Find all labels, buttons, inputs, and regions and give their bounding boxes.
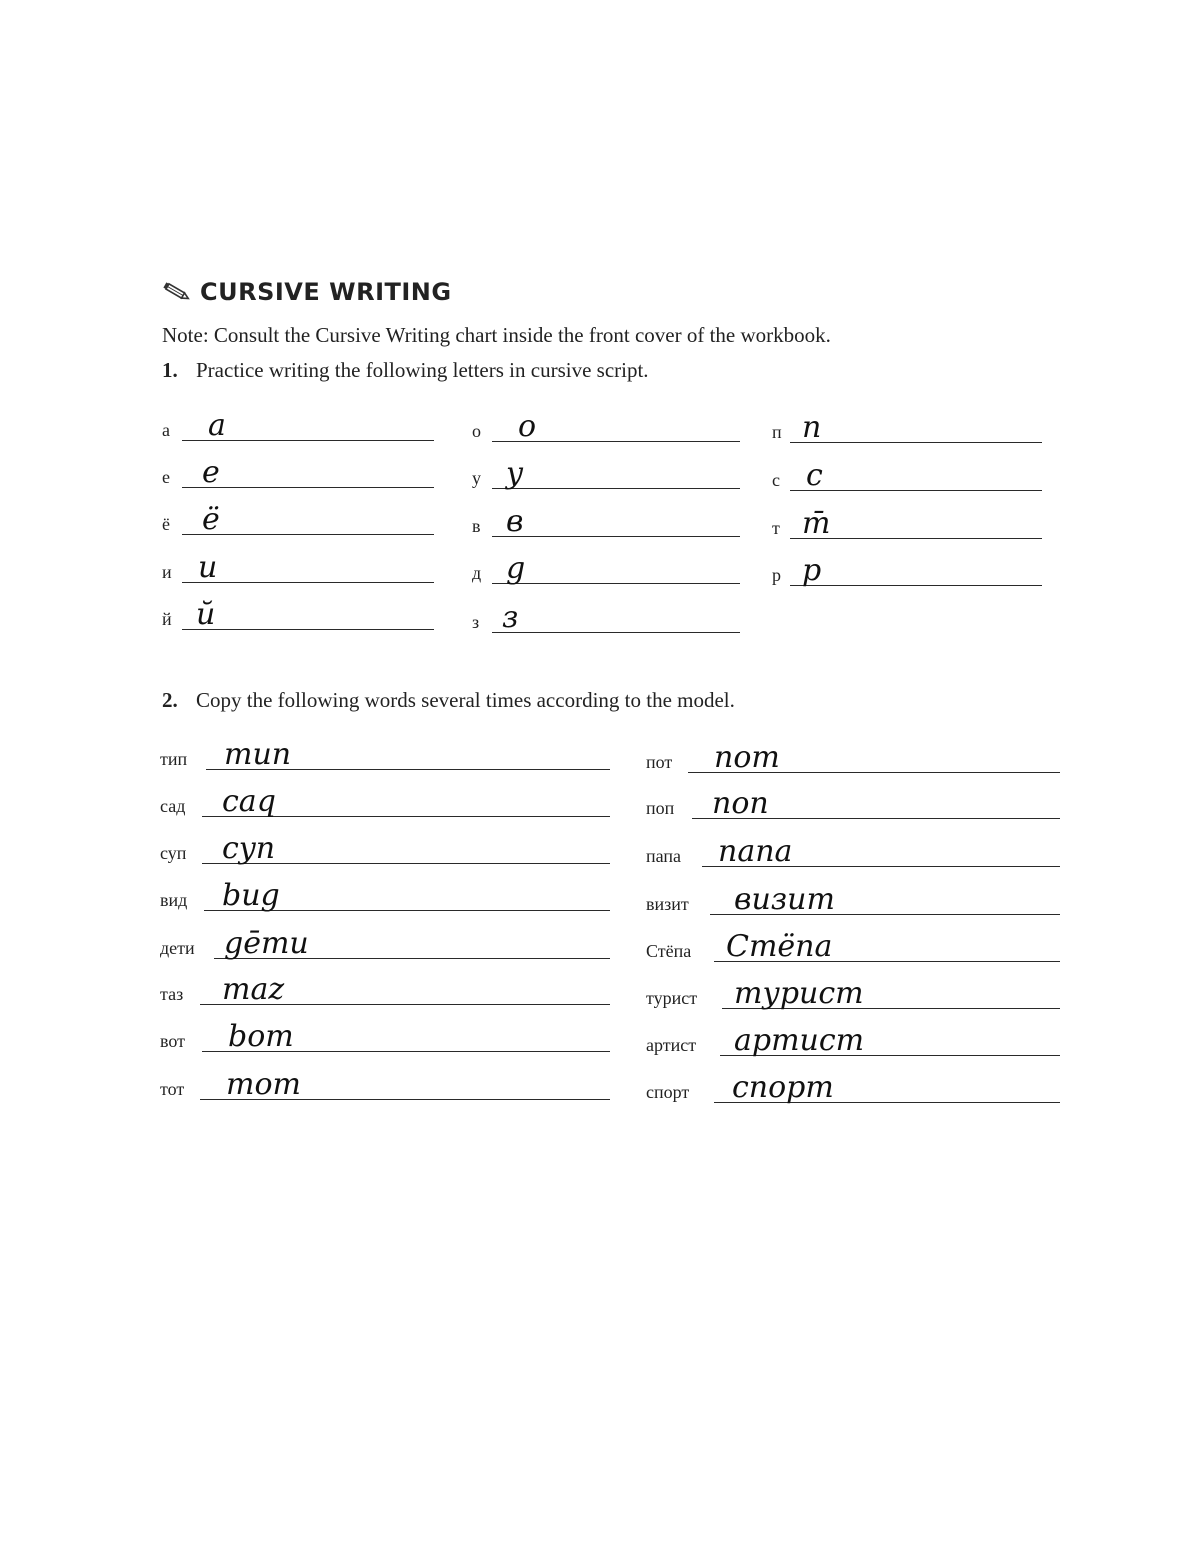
writing-line <box>790 490 1042 491</box>
writing-line <box>492 632 740 633</box>
pencil-icon <box>162 281 192 303</box>
word-label: тот <box>160 1079 185 1099</box>
letter-label: т <box>772 518 780 538</box>
writing-line <box>182 629 434 630</box>
exercise-2-instruction <box>162 688 735 713</box>
word-entry <box>160 732 610 772</box>
word-entry <box>646 781 1060 821</box>
word-label: визит <box>646 894 689 914</box>
cursive-answer: mun <box>224 737 292 772</box>
letter-entry <box>772 548 1042 588</box>
cursive-answer: ё <box>202 502 220 537</box>
word-label: тип <box>160 749 188 769</box>
cursive-answer: nana <box>718 834 793 869</box>
word-entry <box>646 829 1060 869</box>
writing-line <box>492 536 740 537</box>
letter-label: п <box>772 422 782 442</box>
workbook-note: Note: Consult the Cursive Writing chart inside the front cover of the workbook. <box>162 323 831 347</box>
section-heading <box>162 278 452 306</box>
letter-label: з <box>472 612 480 632</box>
letter-label: с <box>772 470 780 490</box>
exercise-1-number: 1. <box>162 358 178 382</box>
cursive-answer: o <box>518 409 537 444</box>
letter-entry <box>472 451 740 491</box>
letter-entry <box>162 497 434 537</box>
cursive-answer: турист <box>734 976 864 1011</box>
word-label: вид <box>160 890 188 910</box>
letter-label: й <box>162 609 172 629</box>
word-label: артист <box>646 1035 697 1055</box>
cursive-answer: p <box>802 553 822 588</box>
cursive-answer: bug <box>222 878 280 913</box>
writing-line <box>492 583 740 584</box>
letter-entry <box>162 450 434 490</box>
word-label: суп <box>160 843 187 863</box>
letter-entry <box>162 403 434 443</box>
letter-entry <box>472 499 740 539</box>
cursive-answer: m̄ <box>802 506 831 541</box>
cursive-answer: maz <box>222 972 285 1007</box>
word-entry <box>160 826 610 866</box>
cursive-answer: c <box>806 458 823 493</box>
cursive-answer: cyn <box>222 831 276 866</box>
word-entry <box>160 873 610 913</box>
cursive-answer: n <box>802 410 822 445</box>
cursive-answer: артист <box>734 1023 865 1058</box>
exercise-2-text: Copy the following words several times according to the model. <box>196 688 735 712</box>
writing-line <box>182 582 434 583</box>
word-label: дети <box>160 938 195 958</box>
cursive-answer: caq <box>222 784 276 819</box>
word-label: спорт <box>646 1082 690 1102</box>
word-entry <box>160 967 610 1007</box>
cursive-answer: e <box>202 455 220 490</box>
letter-entry <box>472 404 740 444</box>
cursive-answer: mom <box>226 1067 301 1102</box>
cursive-answer: u <box>198 550 218 585</box>
letter-entry <box>472 595 740 635</box>
cursive-answer: з <box>502 600 519 635</box>
word-entry <box>646 924 1060 964</box>
word-entry <box>160 921 610 961</box>
cursive-answer: gēmu <box>224 926 309 961</box>
word-label: таз <box>160 984 184 1004</box>
writing-line <box>182 487 434 488</box>
writing-line <box>790 585 1042 586</box>
exercise-1-text: Practice writing the following letters in cursive script. <box>196 358 649 382</box>
letter-label: а <box>162 420 170 440</box>
exercise-2-number: 2. <box>162 688 178 712</box>
word-label: папа <box>646 846 682 866</box>
writing-line <box>790 442 1042 443</box>
letter-label: у <box>472 468 481 488</box>
letter-label: ё <box>162 514 170 534</box>
cursive-answer: bom <box>228 1019 294 1054</box>
cursive-answer: nom <box>714 740 780 775</box>
word-label: пот <box>646 752 673 772</box>
word-entry <box>646 1065 1060 1105</box>
word-entry <box>646 735 1060 775</box>
letter-entry <box>472 546 740 586</box>
letter-entry <box>772 501 1042 541</box>
exercise-1-instruction <box>162 358 649 383</box>
cursive-answer: g <box>506 551 526 586</box>
letter-label: р <box>772 565 781 585</box>
writing-line <box>492 488 740 489</box>
letter-label: в <box>472 516 481 536</box>
letter-entry <box>162 592 434 632</box>
word-entry <box>646 1018 1060 1058</box>
cursive-answer: спорт <box>732 1070 834 1105</box>
word-label: вот <box>160 1031 186 1051</box>
letter-entry <box>772 405 1042 445</box>
cursive-answer: non <box>712 786 769 821</box>
writing-line <box>182 534 434 535</box>
letter-entry <box>162 545 434 585</box>
cursive-answer: Стёпа <box>726 929 833 964</box>
cursive-answer: визит <box>734 882 835 917</box>
letter-label: о <box>472 421 481 441</box>
letter-entry <box>772 453 1042 493</box>
letter-label: и <box>162 562 172 582</box>
word-label: Стёпа <box>646 941 692 961</box>
section-title: CURSIVE WRITING <box>200 278 452 306</box>
word-entry <box>160 779 610 819</box>
word-entry <box>160 1062 610 1102</box>
cursive-answer: ŭ <box>196 597 216 632</box>
word-entry <box>646 877 1060 917</box>
cursive-answer: a <box>208 408 226 443</box>
cursive-answer: y <box>506 456 523 491</box>
cursive-answer: в <box>506 504 524 539</box>
letter-label: е <box>162 467 170 487</box>
letter-label: д <box>472 563 482 583</box>
word-label: сад <box>160 796 186 816</box>
word-entry <box>160 1014 610 1054</box>
word-entry <box>646 971 1060 1011</box>
word-label: турист <box>646 988 698 1008</box>
word-label: поп <box>646 798 675 818</box>
